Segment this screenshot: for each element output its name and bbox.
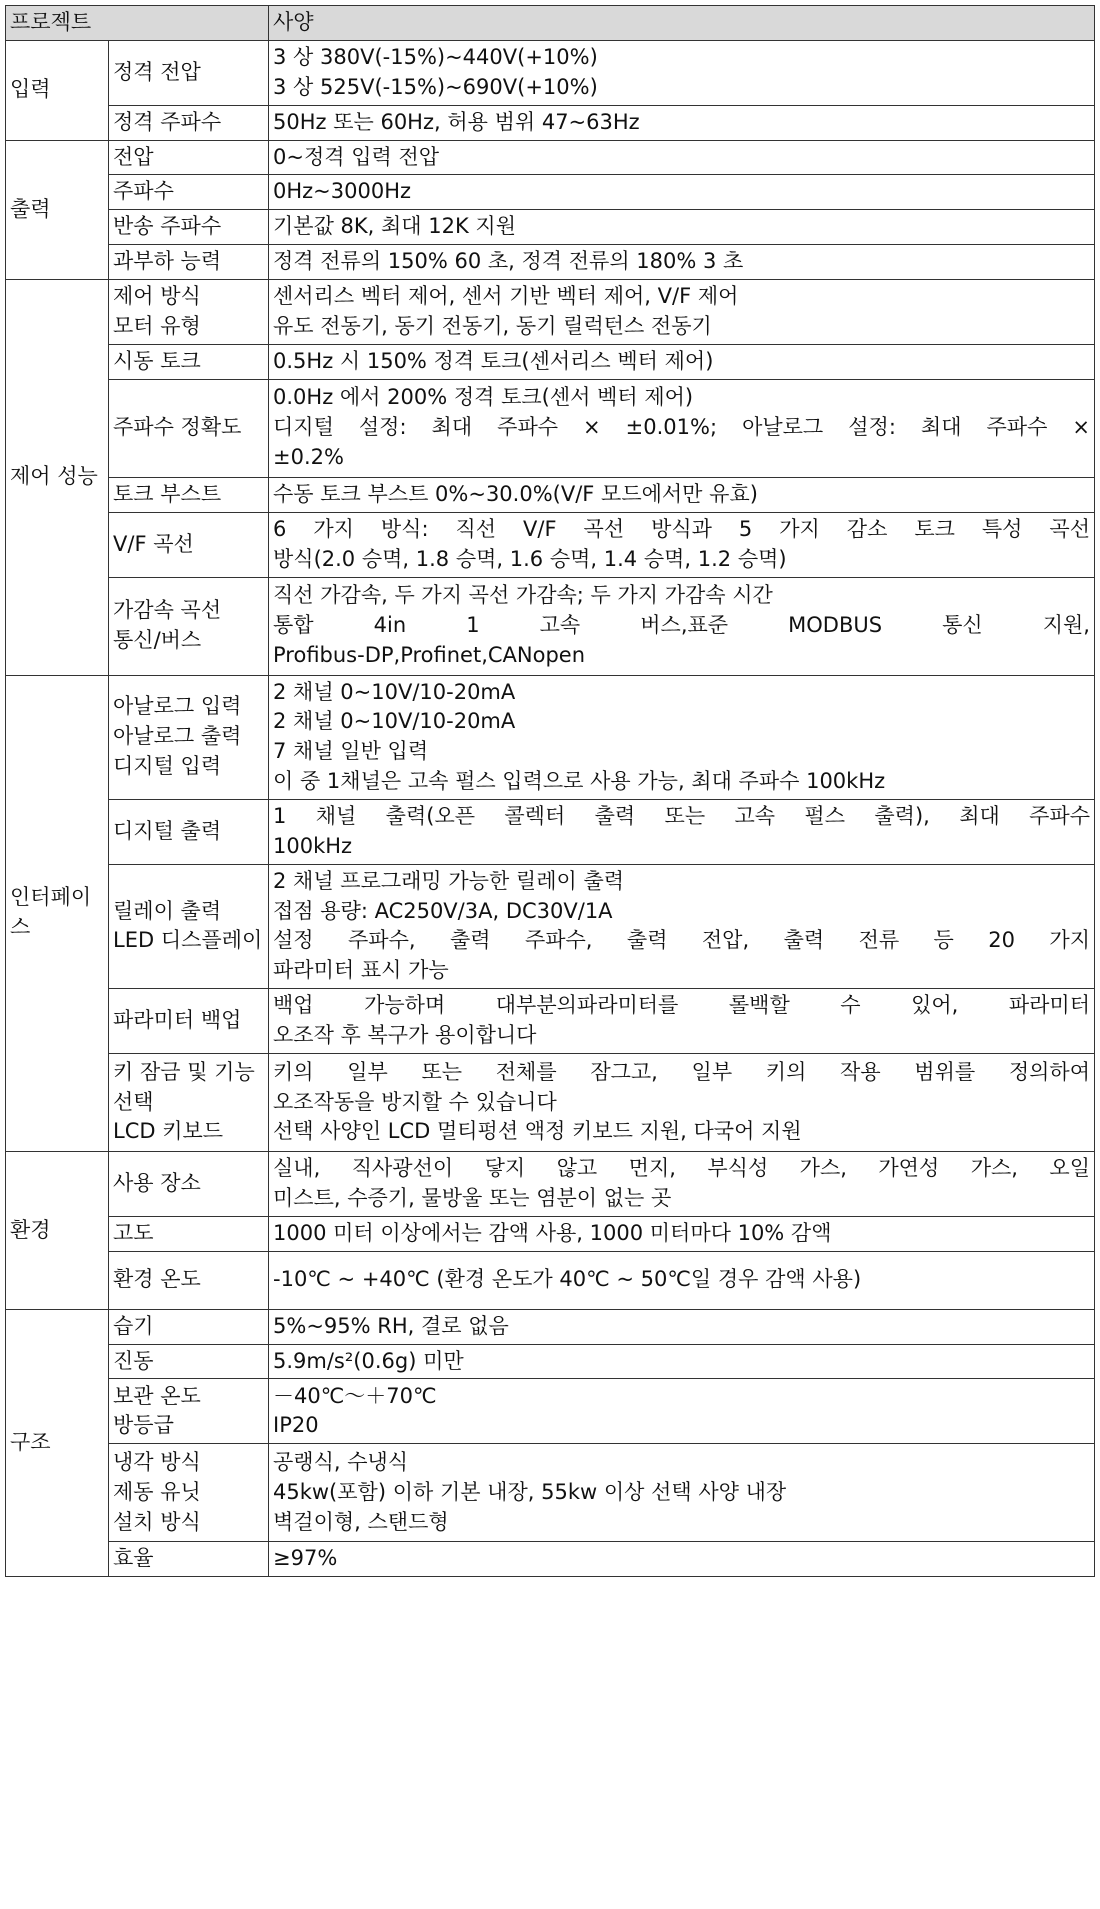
- item-label: 냉각 방식: [113, 1450, 201, 1475]
- spec-line: 이 중 1채널은 고속 펄스 입력으로 사용 가능, 최대 주파수 100kHz: [273, 768, 886, 793]
- spec-line: 오조작동을 방지할 수 있습니다: [273, 1089, 557, 1114]
- table-row: [6, 210, 1095, 245]
- item-label: 보관 온도: [113, 1383, 201, 1408]
- spec-cell: [269, 210, 1095, 245]
- spec-line: 5.9m/s²(0.6g) 미만: [273, 1348, 464, 1373]
- table-row: [6, 512, 1095, 577]
- item-label: 파라미터 백업: [113, 1008, 242, 1033]
- spec-line: 정격 전류의 150% 60 초, 정격 전류의 180% 3 초: [273, 249, 744, 274]
- spec-cell: [269, 379, 1095, 477]
- spec-cell: [269, 1379, 1095, 1444]
- spec-line: 45kw(포함) 이하 기본 내장, 55kw 이상 선택 사양 내장: [273, 1480, 787, 1505]
- item-cell: [109, 140, 269, 175]
- table-row: [6, 864, 1095, 988]
- spec-cell: [269, 577, 1095, 675]
- group-cell: 제어 성능: [6, 279, 109, 675]
- spec-line: 0Hz~3000Hz: [273, 179, 412, 204]
- item-label: 주파수: [113, 179, 174, 204]
- spec-line: 오조작 후 복구가 용이합니다: [273, 1023, 537, 1047]
- spec-line: 5%~95% RH, 결로 없음: [273, 1313, 509, 1338]
- spec-line: 2 채널 0~10V/10-20mA: [273, 709, 516, 734]
- spec-table-body: [6, 6, 1095, 1577]
- spec-line: 3 상 525V(-15%)~690V(+10%): [273, 74, 598, 99]
- item-cell: [109, 279, 269, 344]
- spec-line: 직선 가감속, 두 가지 곡선 가감속; 두 가지 가감속 시간: [273, 583, 773, 608]
- item-cell: [109, 1054, 269, 1152]
- item-label: 통신/버스: [113, 628, 202, 652]
- group-cell: 구조: [6, 1309, 109, 1576]
- spec-table: [5, 5, 1095, 1577]
- item-label: 아날로그 출력: [113, 724, 242, 749]
- spec-cell: [269, 245, 1095, 280]
- table-row: [6, 105, 1095, 140]
- header-spec: 사양: [269, 6, 1095, 41]
- spec-line: 1 채널 출력(오픈 콜렉터 출력 또는 고속 펄스 출력), 최대 주파수: [273, 803, 1090, 828]
- table-row: [6, 1379, 1095, 1444]
- item-label: 선택: [113, 1089, 154, 1114]
- item-cell: [109, 344, 269, 379]
- item-label: 릴레이 출력: [113, 898, 222, 923]
- spec-line: 디지털 설정: 최대 주파수 × ±0.01%; 아날로그 설정: 최대 주파수 ×: [273, 415, 1090, 440]
- table-header-row: [6, 6, 1095, 41]
- spec-line: －40℃～＋70℃: [273, 1383, 437, 1408]
- table-row: [6, 1344, 1095, 1379]
- item-cell: [109, 40, 269, 105]
- spec-line: 접점 용량: AC250V/3A, DC30V/1A: [273, 898, 613, 923]
- spec-line: 100kHz: [273, 833, 353, 858]
- item-cell: [109, 105, 269, 140]
- table-row: [6, 175, 1095, 210]
- item-cell: [109, 1444, 269, 1542]
- item-cell: [109, 989, 269, 1054]
- item-label: 제어 방식: [113, 284, 201, 309]
- table-row: [6, 245, 1095, 280]
- spec-cell: [269, 1444, 1095, 1542]
- spec-cell: [269, 675, 1095, 799]
- item-label: 전압: [113, 144, 154, 169]
- spec-table-container: [5, 5, 1094, 1903]
- spec-line: 50Hz 또는 60Hz, 허용 범위 47~63Hz: [273, 109, 640, 134]
- spec-cell: [269, 105, 1095, 140]
- item-cell: [109, 1152, 269, 1217]
- spec-cell: [269, 1344, 1095, 1379]
- table-row: [6, 477, 1095, 512]
- table-row: [6, 1152, 1095, 1217]
- spec-cell: [269, 1152, 1095, 1217]
- spec-line: 키의 일부 또는 전체를 잠그고, 일부 키의 작용 범위를 정의하여: [273, 1059, 1090, 1084]
- item-cell: [109, 1344, 269, 1379]
- spec-cell: [269, 140, 1095, 175]
- item-cell: [109, 675, 269, 799]
- item-label: 정격 전압: [113, 59, 201, 84]
- item-label: 디지털 입력: [113, 754, 222, 779]
- spec-line: 파라미터 표시 가능: [273, 958, 449, 983]
- spec-line: 백업 가능하며 대부분의파라미터를 롤백할 수 있어, 파라미터: [273, 993, 1090, 1018]
- spec-cell: [269, 1309, 1095, 1344]
- spec-line: 0.5Hz 시 150% 정격 토크(센서리스 벡터 제어): [273, 348, 714, 373]
- item-cell: [109, 175, 269, 210]
- spec-line: 6 가지 방식: 직선 V/F 곡선 방식과 5 가지 감소 토크 특성 곡선: [273, 516, 1090, 541]
- table-row: [6, 1251, 1095, 1309]
- spec-line: 1000 미터 이상에서는 감액 사용, 1000 미터마다 10% 감액: [273, 1221, 832, 1245]
- spec-line: 3 상 380V(-15%)~440V(+10%): [273, 45, 598, 69]
- group-cell: 출력: [6, 140, 109, 279]
- group-cell: 환경: [6, 1152, 109, 1310]
- spec-cell: [269, 175, 1095, 210]
- item-cell: [109, 799, 269, 864]
- spec-line: IP20: [273, 1413, 319, 1438]
- spec-line: 방식(2.0 승멱, 1.8 승멱, 1.6 승멱, 1.4 승멱, 1.2 승멱): [273, 546, 787, 571]
- spec-cell: [269, 1542, 1095, 1577]
- item-label: 가감속 곡선: [113, 598, 222, 623]
- item-cell: [109, 210, 269, 245]
- item-label: V/F 곡선: [113, 531, 194, 556]
- item-label: 키 잠금 및 기능: [113, 1059, 255, 1084]
- item-label: 디지털 출력: [113, 818, 222, 843]
- item-label: 반송 주파수: [113, 214, 222, 239]
- item-label: 토크 부스트: [113, 481, 222, 506]
- item-label: 효율: [113, 1546, 154, 1571]
- spec-line: 실내, 직사광선이 닿지 않고 먼지, 부식성 가스, 가연성 가스, 오일: [273, 1156, 1090, 1181]
- item-label: 과부하 능력: [113, 249, 222, 274]
- spec-line: 통합 4in 1 고속 버스,표준 MODBUS 통신 지원,: [273, 613, 1090, 638]
- spec-line: 기본값 8K, 최대 12K 지원: [273, 214, 517, 239]
- table-row: [6, 577, 1095, 675]
- item-cell: [109, 512, 269, 577]
- item-label: 주파수 정확도: [113, 415, 242, 440]
- table-row: [6, 1054, 1095, 1152]
- item-label: 아날로그 입력: [113, 694, 242, 719]
- header-project: 프로젝트: [6, 6, 269, 41]
- table-row: [6, 279, 1095, 344]
- item-cell: [109, 1251, 269, 1309]
- item-label: 환경 온도: [113, 1267, 201, 1292]
- spec-line: 2 채널 0~10V/10-20mA: [273, 679, 516, 704]
- item-label: 정격 주파수: [113, 109, 222, 134]
- spec-cell: [269, 279, 1095, 344]
- item-label: 모터 유형: [113, 313, 201, 338]
- group-cell: 인터페이스: [6, 675, 109, 1152]
- item-label: 제동 유닛: [113, 1480, 201, 1505]
- spec-line: 0.0Hz 에서 200% 정격 토크(센서 벡터 제어): [273, 385, 694, 410]
- spec-cell: [269, 799, 1095, 864]
- spec-cell: [269, 512, 1095, 577]
- spec-cell: [269, 1054, 1095, 1152]
- item-cell: [109, 379, 269, 477]
- item-label: 시동 토크: [113, 348, 201, 373]
- table-row: [6, 799, 1095, 864]
- table-row: [6, 1217, 1095, 1252]
- item-cell: [109, 1309, 269, 1344]
- table-row: [6, 40, 1095, 105]
- item-label: 방등급: [113, 1413, 174, 1438]
- spec-line: 벽걸이형, 스탠드형: [273, 1509, 449, 1534]
- spec-line: 유도 전동기, 동기 전동기, 동기 릴럭턴스 전동기: [273, 313, 712, 338]
- item-cell: [109, 1217, 269, 1252]
- table-row: [6, 675, 1095, 799]
- spec-cell: [269, 477, 1095, 512]
- item-cell: [109, 577, 269, 675]
- item-label: 습기: [113, 1313, 154, 1338]
- spec-line: 선택 사양인 LCD 멀티펑션 액정 키보드 지원, 다국어 지원: [273, 1119, 802, 1144]
- item-label: 사용 장소: [113, 1171, 201, 1196]
- item-label: 설치 방식: [113, 1509, 201, 1534]
- spec-line: Profibus-DP,Profinet,CANopen: [273, 642, 586, 667]
- group-cell: 입력: [6, 40, 109, 140]
- table-row: [6, 344, 1095, 379]
- spec-line: 설정 주파수, 출력 주파수, 출력 전압, 출력 전류 등 20 가지: [273, 928, 1090, 953]
- spec-line: 7 채널 일반 입력: [273, 739, 429, 764]
- item-cell: [109, 1379, 269, 1444]
- spec-line: 수동 토크 부스트 0%~30.0%(V/F 모드에서만 유효): [273, 481, 758, 506]
- spec-cell: [269, 1217, 1095, 1252]
- spec-line: 센서리스 벡터 제어, 센서 기반 벡터 제어, V/F 제어: [273, 284, 739, 309]
- spec-line: -10℃ ~ +40℃ (환경 온도가 40℃ ~ 50℃일 경우 감액 사용): [273, 1267, 862, 1292]
- item-cell: [109, 245, 269, 280]
- spec-line: 공랭식, 수냉식: [273, 1450, 409, 1475]
- table-row: [6, 989, 1095, 1054]
- spec-line: ≥97%: [273, 1546, 338, 1571]
- item-cell: [109, 1542, 269, 1577]
- table-row: [6, 1542, 1095, 1577]
- spec-cell: [269, 1251, 1095, 1309]
- spec-cell: [269, 40, 1095, 105]
- table-row: [6, 140, 1095, 175]
- item-cell: [109, 477, 269, 512]
- table-row: [6, 379, 1095, 477]
- spec-cell: [269, 989, 1095, 1054]
- item-label: 진동: [113, 1348, 154, 1373]
- item-label: LCD 키보드: [113, 1119, 224, 1144]
- item-label: LED 디스플레이: [113, 928, 263, 953]
- spec-line: ±0.2%: [273, 445, 344, 470]
- item-cell: [109, 864, 269, 988]
- spec-line: 미스트, 수증기, 물방울 또는 염분이 없는 곳: [273, 1186, 672, 1210]
- table-row: [6, 1309, 1095, 1344]
- spec-cell: [269, 344, 1095, 379]
- spec-cell: [269, 864, 1095, 988]
- spec-line: 2 채널 프로그래밍 가능한 릴레이 출력: [273, 868, 625, 893]
- table-row: [6, 1444, 1095, 1542]
- item-label: 고도: [113, 1221, 154, 1245]
- spec-line: 0~정격 입력 전압: [273, 144, 440, 169]
